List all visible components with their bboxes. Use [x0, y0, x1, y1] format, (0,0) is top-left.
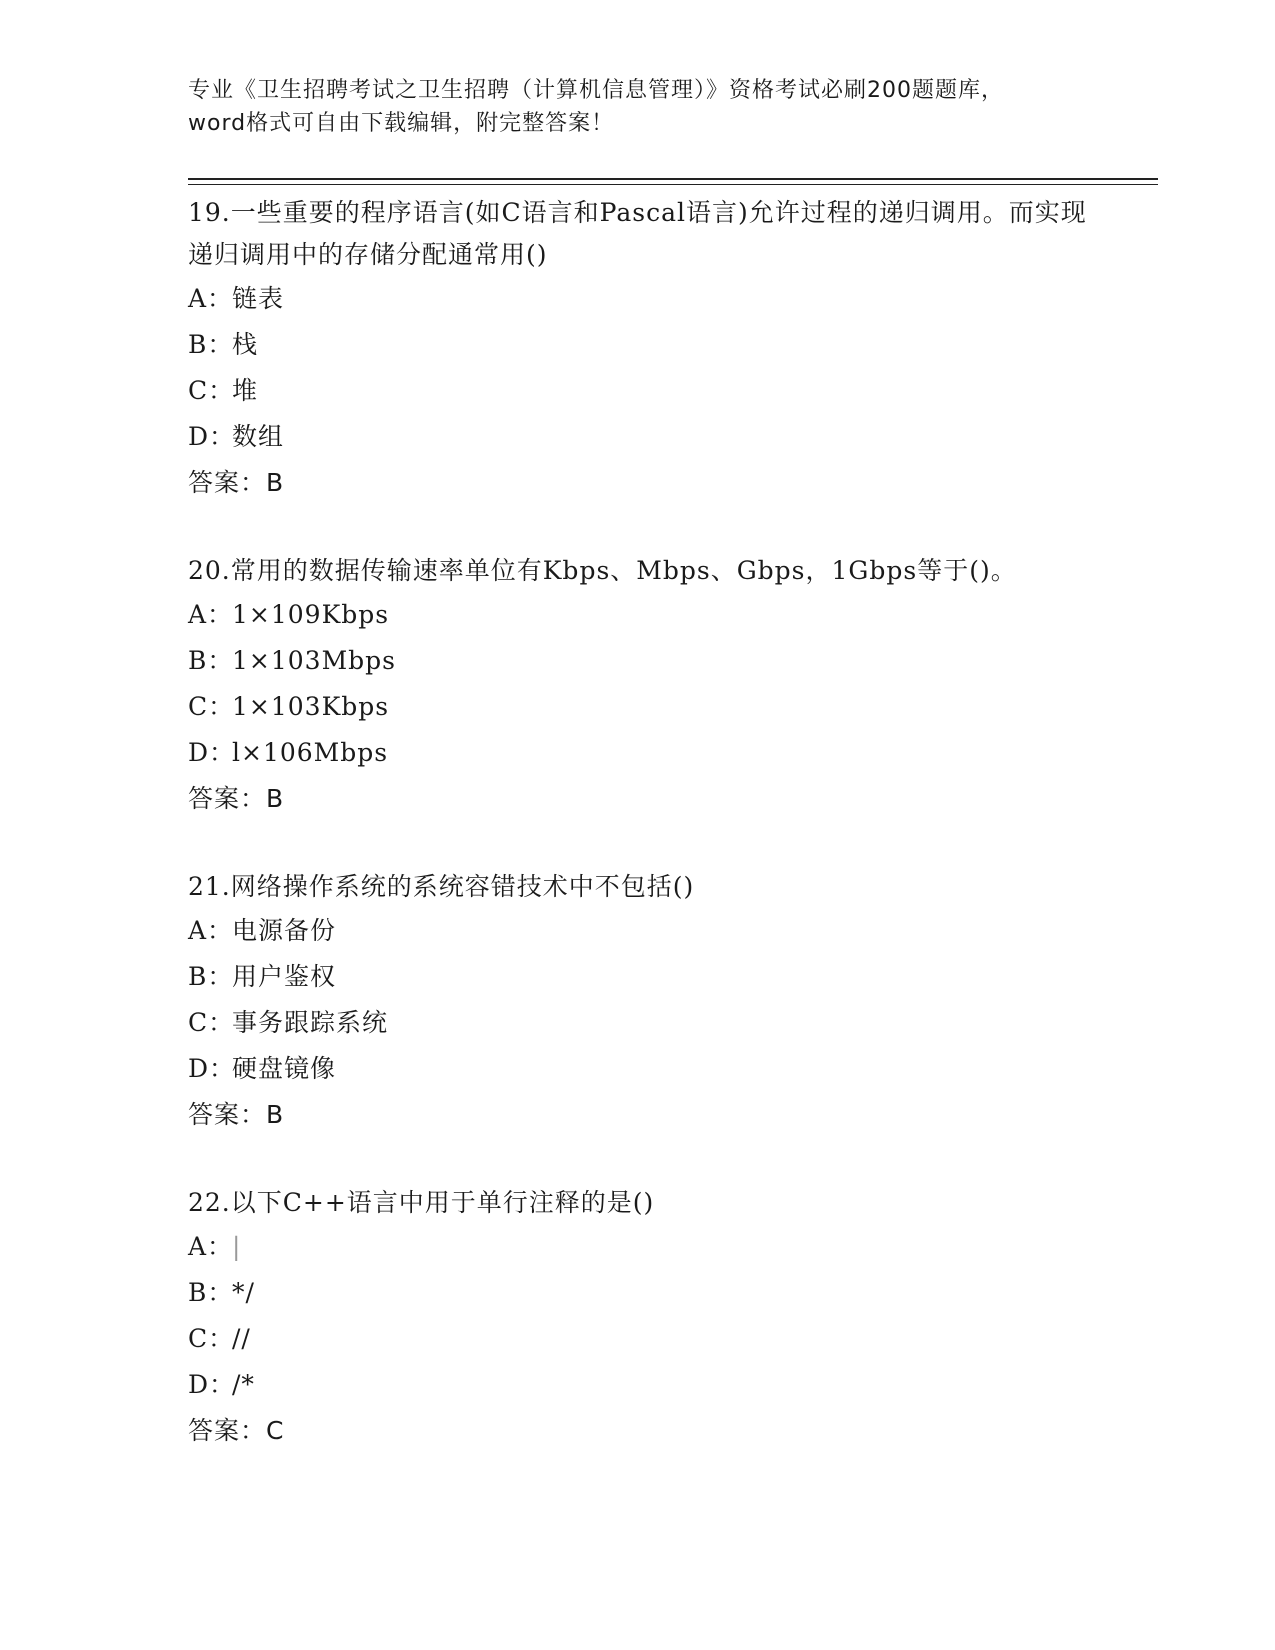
- question-list: [188, 190, 1088, 1454]
- option-key: D：: [188, 1370, 236, 1399]
- option-c: [188, 1316, 1088, 1362]
- option-key: B：: [188, 1278, 234, 1307]
- option-key: A：: [188, 284, 234, 313]
- option-d: [188, 730, 1088, 776]
- answer-line: 答案：B: [188, 1100, 285, 1129]
- option-c: [188, 368, 1088, 414]
- option-d: [188, 1046, 1088, 1092]
- option-value: 硬盘镜像: [232, 1054, 337, 1083]
- option-key: B：: [188, 962, 234, 991]
- option-b: [188, 638, 1088, 684]
- answer-line: 答案：B: [188, 784, 285, 813]
- option-key: A：: [188, 916, 234, 945]
- header-line-1: 专业《卫生招聘考试之卫生招聘（计算机信息管理）》资格考试必刷200题题库，: [188, 78, 1004, 103]
- option-key: A：: [188, 600, 234, 629]
- question-22: [188, 1180, 1088, 1454]
- question-20: [188, 548, 1088, 822]
- option-a: [188, 276, 1088, 322]
- option-key: C：: [188, 376, 235, 405]
- option-a: [188, 1224, 1088, 1270]
- header-rule-thick: [188, 178, 1158, 180]
- option-d: [188, 414, 1088, 460]
- option-b: [188, 954, 1088, 1000]
- option-value: 1×103Kbps: [232, 692, 390, 721]
- question-text: 21.网络操作系统的系统容错技术中不包括(): [188, 872, 695, 901]
- option-b: [188, 1270, 1088, 1316]
- question-text: 19.一些重要的程序语言(如C语言和Pascal语言)允许过程的递归调用。而实现递归调用中的存储分配通常用(): [188, 198, 1087, 269]
- option-value: |: [232, 1232, 242, 1261]
- option-value: l×106Mbps: [232, 738, 389, 767]
- option-value: 1×103Mbps: [232, 646, 397, 675]
- option-key: C：: [188, 1008, 235, 1037]
- option-value: 1×109Kbps: [232, 600, 390, 629]
- question-spacer: [188, 1138, 1088, 1180]
- header-rule-thin: [188, 184, 1158, 185]
- option-value: 电源备份: [232, 916, 337, 945]
- question-text: 22.以下C++语言中用于单行注释的是(): [188, 1188, 655, 1217]
- option-key: C：: [188, 1324, 235, 1353]
- option-value: */: [232, 1278, 255, 1307]
- option-c: [188, 1000, 1088, 1046]
- question-text: 20.常用的数据传输速率单位有Kbps、Mbps、Gbps，1Gbps等于()。: [188, 556, 1017, 585]
- option-value: 数组: [232, 422, 285, 451]
- question-19: [188, 190, 1088, 506]
- question-21: [188, 864, 1088, 1138]
- option-value: 事务跟踪系统: [232, 1008, 389, 1037]
- option-key: A：: [188, 1232, 234, 1261]
- option-a: [188, 908, 1088, 954]
- option-value: /*: [232, 1370, 255, 1399]
- option-value: 堆: [232, 376, 259, 405]
- document-header: [188, 74, 1088, 140]
- option-value: 用户鉴权: [232, 962, 337, 991]
- option-key: D：: [188, 1054, 236, 1083]
- option-value: 栈: [232, 330, 259, 359]
- option-d: [188, 1362, 1088, 1408]
- option-a: [188, 592, 1088, 638]
- option-key: B：: [188, 330, 234, 359]
- option-key: D：: [188, 738, 236, 767]
- option-key: C：: [188, 692, 235, 721]
- option-b: [188, 322, 1088, 368]
- option-value: 链表: [232, 284, 285, 313]
- question-spacer: [188, 822, 1088, 864]
- option-key: B：: [188, 646, 234, 675]
- option-value: //: [232, 1324, 251, 1353]
- option-c: [188, 684, 1088, 730]
- option-key: D：: [188, 422, 236, 451]
- answer-line: 答案：C: [188, 1416, 285, 1445]
- answer-line: 答案：B: [188, 468, 285, 497]
- question-spacer: [188, 506, 1088, 548]
- header-line-2: word格式可自由下载编辑，附完整答案！: [188, 111, 615, 136]
